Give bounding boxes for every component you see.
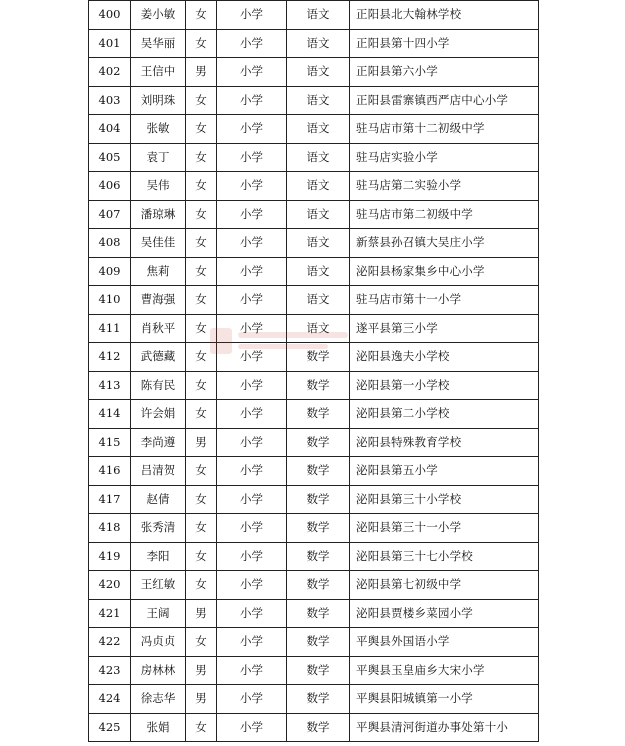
cell-sex: 女 [186,542,217,571]
table-row [89,29,539,58]
cell-number: 408 [89,229,131,258]
table-row [89,343,539,372]
cell-number: 409 [89,257,131,286]
cell-sex: 女 [186,143,217,172]
table-row [89,200,539,229]
cell-number: 419 [89,542,131,571]
cell-subject: 语文 [287,29,350,58]
cell-subject: 数学 [287,428,350,457]
cell-subject: 语文 [287,143,350,172]
cell-sex: 女 [186,400,217,429]
cell-level: 小学 [217,713,287,742]
cell-level: 小学 [217,172,287,201]
cell-name: 张敏 [131,115,186,144]
cell-name: 焦莉 [131,257,186,286]
cell-sex: 女 [186,485,217,514]
cell-level: 小学 [217,229,287,258]
cell-sex: 女 [186,371,217,400]
cell-school: 泌阳县特殊教育学校 [350,428,539,457]
cell-subject: 语文 [287,58,350,87]
cell-number: 415 [89,428,131,457]
teacher-list-table-container [88,0,538,742]
table-row [89,628,539,657]
cell-school: 正阳县雷寨镇西严店中心小学 [350,86,539,115]
cell-name: 姜小敏 [131,1,186,30]
cell-number: 410 [89,286,131,315]
cell-subject: 数学 [287,599,350,628]
cell-number: 421 [89,599,131,628]
table-row [89,371,539,400]
cell-level: 小学 [217,656,287,685]
table-row [89,1,539,30]
cell-subject: 语文 [287,200,350,229]
cell-level: 小学 [217,400,287,429]
cell-subject: 数学 [287,713,350,742]
cell-number: 407 [89,200,131,229]
cell-number: 420 [89,571,131,600]
cell-school: 泌阳县杨家集乡中心小学 [350,257,539,286]
cell-name: 吕清贺 [131,457,186,486]
table-row [89,599,539,628]
cell-subject: 语文 [287,86,350,115]
cell-level: 小学 [217,257,287,286]
cell-school: 泌阳县贾楼乡菜园小学 [350,599,539,628]
cell-sex: 女 [186,1,217,30]
cell-name: 房林林 [131,656,186,685]
cell-number: 403 [89,86,131,115]
cell-level: 小学 [217,428,287,457]
cell-sex: 女 [186,286,217,315]
cell-sex: 女 [186,343,217,372]
table-row [89,656,539,685]
cell-number: 417 [89,485,131,514]
table-row [89,115,539,144]
cell-number: 404 [89,115,131,144]
cell-sex: 女 [186,314,217,343]
cell-name: 袁丁 [131,143,186,172]
table-row [89,314,539,343]
cell-sex: 女 [186,571,217,600]
cell-number: 402 [89,58,131,87]
cell-name: 吴佳佳 [131,229,186,258]
cell-name: 肖秋平 [131,314,186,343]
cell-school: 正阳县第六小学 [350,58,539,87]
cell-school: 正阳县北大翰林学校 [350,1,539,30]
cell-number: 401 [89,29,131,58]
cell-number: 423 [89,656,131,685]
cell-level: 小学 [217,286,287,315]
cell-subject: 数学 [287,628,350,657]
cell-school: 平舆县玉皇庙乡大宋小学 [350,656,539,685]
cell-level: 小学 [217,200,287,229]
table-row [89,542,539,571]
cell-sex: 女 [186,628,217,657]
cell-number: 425 [89,713,131,742]
cell-name: 徐志华 [131,685,186,714]
cell-number: 405 [89,143,131,172]
cell-number: 406 [89,172,131,201]
table-row [89,257,539,286]
cell-sex: 男 [186,656,217,685]
table-row [89,713,539,742]
cell-level: 小学 [217,86,287,115]
table-row [89,685,539,714]
cell-sex: 女 [186,29,217,58]
cell-subject: 数学 [287,371,350,400]
cell-level: 小学 [217,371,287,400]
cell-name: 王阔 [131,599,186,628]
cell-subject: 数学 [287,343,350,372]
cell-level: 小学 [217,485,287,514]
cell-number: 416 [89,457,131,486]
cell-school: 泌阳县第三十一小学 [350,514,539,543]
cell-sex: 女 [186,514,217,543]
cell-subject: 数学 [287,571,350,600]
cell-level: 小学 [217,457,287,486]
cell-sex: 男 [186,58,217,87]
table-row [89,485,539,514]
cell-name: 刘明珠 [131,86,186,115]
cell-subject: 语文 [287,314,350,343]
cell-sex: 女 [186,172,217,201]
cell-number: 418 [89,514,131,543]
table-row [89,286,539,315]
cell-school: 平舆县阳城镇第一小学 [350,685,539,714]
cell-level: 小学 [217,314,287,343]
cell-school: 驻马店第二实验小学 [350,172,539,201]
cell-school: 新蔡县孙召镇大吴庄小学 [350,229,539,258]
table-row [89,514,539,543]
cell-subject: 数学 [287,514,350,543]
cell-name: 赵倩 [131,485,186,514]
cell-school: 平舆县清河街道办事处第十小 [350,713,539,742]
cell-sex: 男 [186,685,217,714]
cell-level: 小学 [217,599,287,628]
cell-sex: 女 [186,713,217,742]
cell-number: 411 [89,314,131,343]
cell-school: 驻马店市第十二初级中学 [350,115,539,144]
cell-subject: 语文 [287,229,350,258]
cell-level: 小学 [217,1,287,30]
cell-name: 张秀清 [131,514,186,543]
cell-name: 王红敏 [131,571,186,600]
cell-number: 412 [89,343,131,372]
cell-name: 李尚遵 [131,428,186,457]
cell-sex: 女 [186,86,217,115]
cell-subject: 语文 [287,1,350,30]
cell-school: 驻马店市第二初级中学 [350,200,539,229]
cell-name: 吴华丽 [131,29,186,58]
table-row [89,143,539,172]
cell-school: 泌阳县逸夫小学校 [350,343,539,372]
cell-name: 陈有民 [131,371,186,400]
cell-school: 泌阳县第三十七小学校 [350,542,539,571]
cell-name: 武德藏 [131,343,186,372]
cell-level: 小学 [217,115,287,144]
cell-subject: 数学 [287,457,350,486]
cell-number: 414 [89,400,131,429]
cell-school: 正阳县第十四小学 [350,29,539,58]
cell-number: 422 [89,628,131,657]
cell-level: 小学 [217,685,287,714]
table-body [89,1,539,742]
cell-subject: 数学 [287,400,350,429]
teacher-list-table [88,0,539,742]
cell-name: 王信中 [131,58,186,87]
cell-school: 平舆县外国语小学 [350,628,539,657]
table-row [89,571,539,600]
cell-level: 小学 [217,542,287,571]
cell-number: 424 [89,685,131,714]
cell-subject: 语文 [287,286,350,315]
cell-level: 小学 [217,143,287,172]
cell-sex: 男 [186,599,217,628]
cell-school: 遂平县第三小学 [350,314,539,343]
cell-level: 小学 [217,58,287,87]
cell-sex: 女 [186,200,217,229]
cell-subject: 数学 [287,542,350,571]
cell-level: 小学 [217,29,287,58]
cell-subject: 数学 [287,656,350,685]
cell-level: 小学 [217,514,287,543]
cell-sex: 女 [186,257,217,286]
cell-name: 冯贞贞 [131,628,186,657]
cell-number: 413 [89,371,131,400]
cell-sex: 男 [186,428,217,457]
cell-subject: 数学 [287,685,350,714]
table-row [89,172,539,201]
cell-school: 泌阳县第七初级中学 [350,571,539,600]
table-row [89,457,539,486]
cell-name: 李阳 [131,542,186,571]
cell-school: 泌阳县第二小学校 [350,400,539,429]
cell-number: 400 [89,1,131,30]
cell-school: 泌阳县第三十小学校 [350,485,539,514]
table-row [89,428,539,457]
table-row [89,229,539,258]
cell-name: 曹海强 [131,286,186,315]
table-row [89,58,539,87]
cell-school: 驻马店实验小学 [350,143,539,172]
table-row [89,86,539,115]
cell-level: 小学 [217,571,287,600]
cell-school: 驻马店市第十一小学 [350,286,539,315]
table-row [89,400,539,429]
cell-sex: 女 [186,457,217,486]
cell-level: 小学 [217,343,287,372]
cell-name: 吴伟 [131,172,186,201]
cell-sex: 女 [186,229,217,258]
cell-subject: 数学 [287,485,350,514]
cell-name: 许会娟 [131,400,186,429]
cell-name: 潘琼琳 [131,200,186,229]
cell-subject: 语文 [287,172,350,201]
cell-level: 小学 [217,628,287,657]
cell-name: 张娟 [131,713,186,742]
cell-subject: 语文 [287,257,350,286]
cell-subject: 语文 [287,115,350,144]
cell-school: 泌阳县第五小学 [350,457,539,486]
cell-sex: 女 [186,115,217,144]
cell-school: 泌阳县第一小学校 [350,371,539,400]
